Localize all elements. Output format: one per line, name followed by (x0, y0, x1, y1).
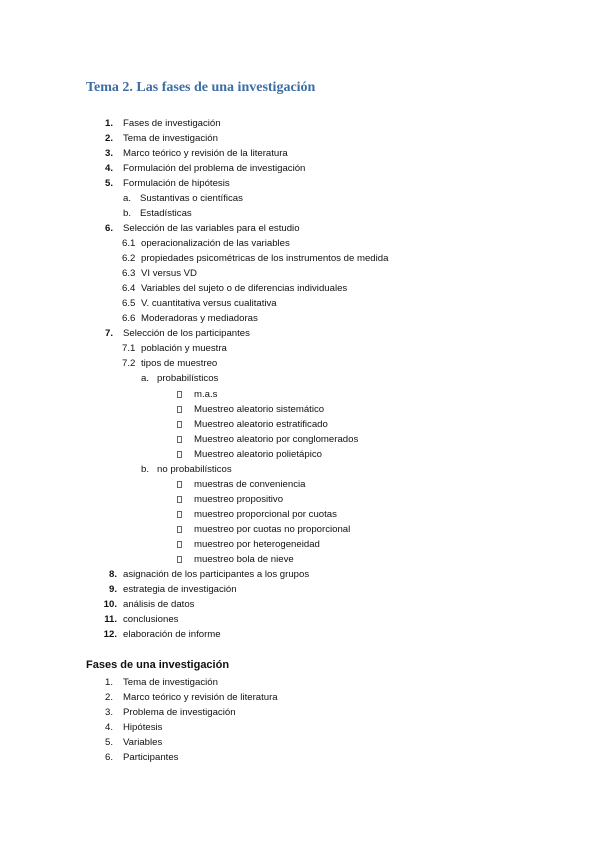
list-number: 6.3 (122, 268, 136, 279)
list-number: 1. (104, 677, 113, 688)
list-text: Formulación del problema de investigación (123, 163, 306, 174)
list-text: Moderadoras y mediadoras (141, 313, 258, 324)
list-text: Formulación de hipótesis (123, 178, 230, 189)
list-number: 5. (104, 737, 113, 748)
list-number: 1. (104, 118, 113, 129)
list-text: Marco teórico y revisión de literatura (123, 692, 278, 703)
list-text: Muestreo aleatorio estratificado (194, 419, 328, 430)
list-number: 6.5 (122, 298, 136, 309)
square-bullet-icon (177, 526, 182, 533)
list-text: Selección de los participantes (123, 328, 250, 339)
list-text: probabilísticos (157, 373, 219, 384)
list-number: 5. (104, 178, 113, 189)
list-number: 3. (104, 707, 113, 718)
list-number: b. (140, 464, 149, 475)
list-text: Estadísticas (140, 208, 192, 219)
list-number: a. (140, 373, 149, 384)
square-bullet-icon (177, 496, 182, 503)
list-number: 4. (104, 163, 113, 174)
list-text: propiedades psicométricas de los instrumentos de medida (141, 253, 389, 264)
list-number: 6.1 (122, 238, 136, 249)
list-text: muestreo por cuotas no proporcional (194, 524, 351, 535)
square-bullet-icon (177, 436, 182, 443)
list-text: Muestreo aleatorio por conglomerados (194, 434, 359, 445)
list-number: 2. (104, 133, 113, 144)
list-text: Hipótesis (123, 722, 163, 733)
list-text: Problema de investigación (123, 707, 236, 718)
list-text: Muestreo aleatorio sistemático (194, 404, 325, 415)
list-number: b. (122, 208, 131, 219)
list-text: Fases de investigación (123, 118, 221, 129)
list-number: a. (122, 193, 131, 204)
list-text: muestras de conveniencia (194, 479, 306, 490)
list-text: no probabilísticos (157, 464, 232, 475)
list-text: muestreo por heterogeneidad (194, 539, 320, 550)
list-text: tipos de muestreo (141, 358, 218, 369)
list-text: Sustantivas o científicas (140, 193, 243, 204)
square-bullet-icon (177, 406, 182, 413)
list-number: 10. (103, 599, 117, 610)
list-number: 6. (104, 223, 113, 234)
list-text: Selección de las variables para el estudio (123, 223, 300, 234)
list-text: Marco teórico y revisión de la literatura (123, 148, 288, 159)
list-text: m.a.s (194, 389, 218, 400)
list-text: muestreo propositivo (194, 494, 284, 505)
list-number: 12. (103, 629, 117, 640)
list-text: V. cuantitativa versus cualitativa (141, 298, 277, 309)
list-number: 8. (108, 569, 117, 580)
list-text: muestreo proporcional por cuotas (194, 509, 337, 520)
list-number: 4. (104, 722, 113, 733)
square-bullet-icon (177, 451, 182, 458)
square-bullet-icon (177, 541, 182, 548)
list-number: 7.1 (122, 343, 136, 354)
list-text: asignación de los participantes a los grupos (123, 569, 310, 580)
list-text: estrategia de investigación (123, 584, 237, 595)
list-number: 6. (104, 752, 113, 763)
list-text: conclusiones (123, 614, 179, 625)
list-text: análisis de datos (123, 599, 195, 610)
list-text: Variables (123, 737, 163, 748)
list-number: 11. (104, 614, 117, 625)
list-text: Variables del sujeto o de diferencias individuales (141, 283, 348, 294)
list-text: VI versus VD (141, 268, 197, 279)
page-title: Tema 2. Las fases de una investigación (86, 80, 316, 95)
list-text: Tema de investigación (123, 677, 218, 688)
square-bullet-icon (177, 511, 182, 518)
square-bullet-icon (177, 421, 182, 428)
square-bullet-icon (177, 481, 182, 488)
list-number: 3. (104, 148, 113, 159)
list-text: población y muestra (141, 343, 227, 354)
list-number: 6.6 (122, 313, 136, 324)
list-number: 6.4 (122, 283, 136, 294)
list-number: 7.2 (122, 358, 136, 369)
list-number: 6.2 (122, 253, 136, 264)
list-number: 7. (104, 328, 113, 339)
square-bullet-icon (177, 391, 182, 398)
list-text: Tema de investigación (123, 133, 218, 144)
list-number: 2. (104, 692, 113, 703)
list-text: muestreo bola de nieve (194, 554, 294, 565)
list-text: elaboración de informe (123, 629, 221, 640)
section-title: Fases de una investigación (86, 659, 230, 671)
list-number: 9. (108, 584, 117, 595)
list-text: operacionalización de las variables (141, 238, 290, 249)
list-text: Muestreo aleatorio polietápico (194, 449, 322, 460)
list-text: Participantes (123, 752, 179, 763)
square-bullet-icon (177, 556, 182, 563)
